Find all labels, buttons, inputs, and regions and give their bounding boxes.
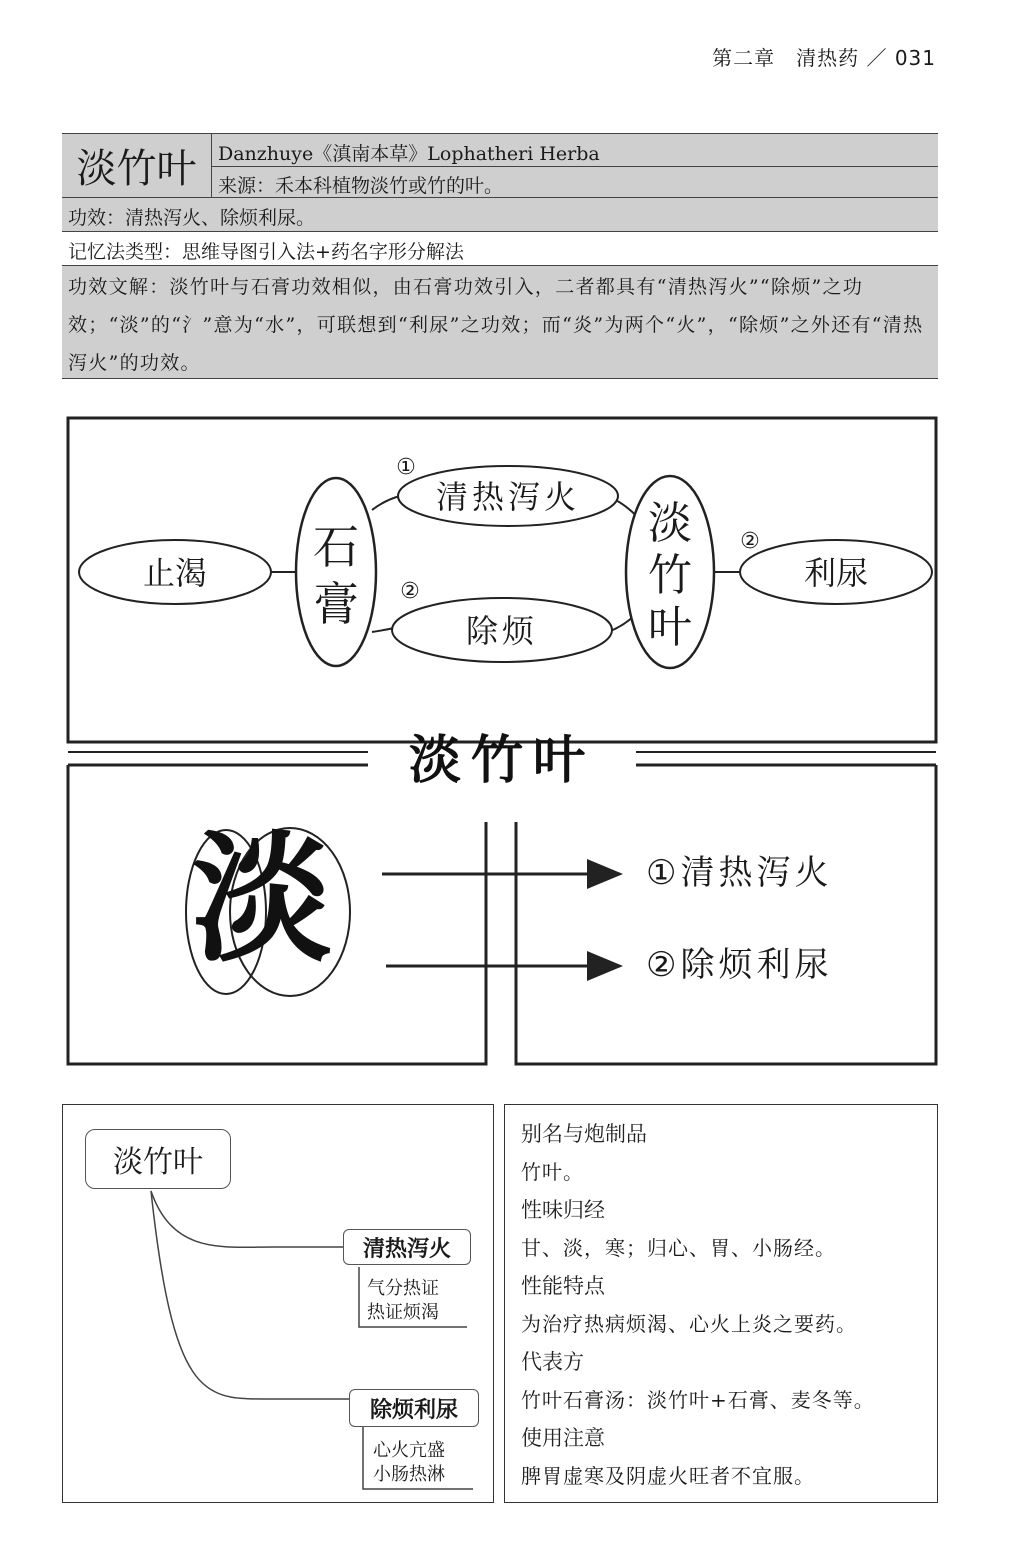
mindmap-branch-1: 清热泻火	[343, 1229, 471, 1265]
mindmap-branch-2: 除烦利尿	[349, 1389, 479, 1427]
info-heading-caution: 使用注意	[521, 1426, 605, 1450]
herb-explanation: 功效文解：淡竹叶与石膏功效相似，由石膏功效引入，二者都具有“清热泻火”“除烦”之功效；“淡”的“氵”意为“水”，可联想到“利尿”之功效；而“炎”为两个“火”，“除烦”之外还有“清热泻火”的功效。	[62, 265, 938, 379]
lower-line-1: ①清热泻火	[646, 853, 833, 893]
herb-memory-type: 记忆法类型：思维导图引入法+药名字形分解法	[62, 231, 938, 265]
mindmap-branch-1-item-2: 热证烦渴	[367, 1302, 439, 1323]
herb-latin-name: Danzhuye《滇南本草》Lophatheri Herba	[212, 133, 938, 167]
num-1-top: ①	[396, 455, 416, 480]
node-qingre-label: 清热泻火	[435, 478, 581, 516]
num-2-bottom: ②	[400, 579, 420, 604]
big-dan-char: 淡	[191, 818, 333, 982]
info-heading-nature: 性味归经	[521, 1198, 605, 1222]
herb-efficacy: 功效：清热泻火、除烦利尿。	[62, 197, 938, 231]
node-danzhuye-char-2: 竹	[648, 550, 692, 601]
num-2-right: ②	[740, 529, 760, 554]
info-text-caution: 脾胃虚寒及阴虚火旺者不宜服。	[521, 1464, 815, 1488]
running-head: 第二章 清热药 ／ 031	[712, 46, 936, 70]
herb-name: 淡竹叶	[62, 133, 212, 197]
info-text-features: 为治疗热病烦渴、心火上炎之要药。	[521, 1312, 857, 1336]
mindmap-branch-1-item-1: 气分热证	[367, 1278, 439, 1299]
lower-right-frame	[516, 765, 936, 1064]
mindmap-branch-2-item-1: 心火亢盛	[373, 1440, 445, 1461]
node-liniao-label: 利尿	[803, 554, 869, 592]
node-zhike-label: 止渴	[142, 554, 208, 592]
diagram-title: 淡竹叶	[408, 730, 596, 791]
node-chufan-label: 除烦	[465, 612, 539, 650]
info-heading-alias: 别名与炮制品	[521, 1122, 647, 1146]
mindmap-panel	[62, 1104, 494, 1503]
info-text-nature: 甘、淡，寒；归心、胃、小肠经。	[521, 1236, 836, 1260]
info-panel	[504, 1104, 938, 1503]
node-danzhuye-char-1: 淡	[648, 498, 692, 549]
info-heading-features: 性能特点	[521, 1274, 605, 1298]
mindmap-branch-2-item-2: 小肠热淋	[373, 1464, 445, 1485]
info-text-formula: 竹叶石膏汤：淡竹叶+石膏、麦冬等。	[521, 1388, 875, 1412]
info-heading-formula: 代表方	[521, 1350, 584, 1374]
lower-line-2: ②除烦利尿	[646, 945, 833, 985]
node-danzhuye-char-3: 叶	[648, 602, 692, 653]
node-shigao-char-2: 膏	[313, 577, 359, 631]
node-shigao-char-1: 石	[313, 520, 359, 574]
info-text-alias: 竹叶。	[521, 1160, 584, 1184]
mindmap-root: 淡竹叶	[85, 1129, 231, 1189]
herb-source: 来源：禾本科植物淡竹或竹的叶。	[218, 175, 504, 197]
